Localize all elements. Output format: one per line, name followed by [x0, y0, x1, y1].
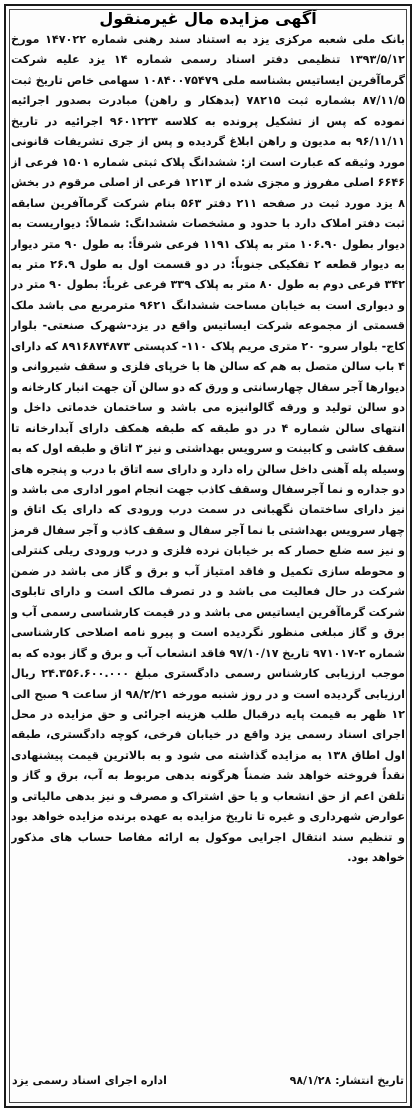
notice-body: بانک ملی شعبه مرکزی یزد به استناد سند رهنی شماره ۱۴۷۰۲۲ مورخ ۱۳۹۳/۵/۱۲ تنظیمی دفتر اسناد رسمی شماره ۱۴ یزد علیه شرکت گرماآفرین ایساتیس بشناسه ملی ۱۰۸۴۰۰۷۵۴۷۹ سهامی خاص تاریخ ثبت ۸۷/۱۱/۵ بشماره ثبت ۷۸۲۱۵ (بدهکار و راهن) مبادرت بصدور اجرائیه نموده که پس از تشکیل پرونده به کلاسه ۹۶۰۱۲۲۳ اجرائیه در تاریخ ۹۶/۱۱/۱۱ به مدیون و راهن ابلاغ گردیده و پس از جری تشریفات قانونی مورد وثیقه که عبارت است از: ششدانگ پلاک ثبتی شماره ۱۵۰۱ فرعی از ۶۶۴۶ اصلی مفروز و مجزی شده از ۱۲۱۳ فرعی از اصلی مرقوم در بخش ۸ یزد مورد ثبت در صفحه ۲۱۱ دفتر ۵۶۳ بنام شرکت گرماآفرین سابقه ثبت دفتر املاک دارد با حدود و مشخصات ششدانگ: شمالاً: دیواریست به دیوار بطول ۱۰۶.۹۰ متر به پلاک ۱۱۹۱ فرعی شرقاً: به طول ۹۰ متر دیوار به دیوار قطعه ۲ تفکیکی جنوباً: در دو قسمت اول به طول ۲۶.۹ متر به ۳۴۲ فرعی دوم به طول ۸۰ متر به پلاک ۳۳۹ فرعی غرباً: بطول ۹۰ متر در و دیواری است به خیابان مساحت ششدانگ ۹۶۲۱ مترمربع می باشد ملک قسمتی از مجموعه شرکت ایساتیس واقع در یزد-شهرک صنعتی- بلوار کاج- بلوار سرو- ۲۰ متری مریم پلاک ۱۱۰- کدپستی ۸۹۱۶۸۷۴۸۷۳ که دارای ۴ باب سالن متصل به هم که سالن ها با خرپای فلزی و سقف شیروانی و دیوارها آجر سفال چهارسانتی و ورق که دو سالن آن جهت انبار کارخانه و دو سالن تولید و ورقه گالوانیزه می باشد و ساختمان خدماتی داخل و انتهای سالن شماره ۴ در دو طبقه که طبقه همکف دارای آبدارخانه تا سقف کاشی و کابینت و سرویس بهداشتی و نیز ۳ اتاق و طبقه اول که به وسیله پله آهنی داخل سالن راه دارد و دارای سه اتاق با درب و پنجره های دو جداره و نما آجرسفال وسقف کاذب جهت انجام امور اداری می باشد و نیز دارای ساختمان نگهبانی در سمت درب ورودی که دارای یک اتاق و چهار سرویس بهداشتی با نما آجر سفال و سقف کاذب و آجر سفال قرمز و نیز سه ضلع حصار که بر خیابان نرده فلزی و درب ورودی ریلی کنترلی و محوطه سازی تکمیل و فاقد امتیاز آب و برق و گاز می باشد در ضمن شرکت در حال فعالیت می باشد و در تصرف مالک است و دارای تابلوی شرکت گرماآفرین ایساتیس می باشد و در قیمت کارشناسی رسمی آب و برق و گاز مبلغی منظور نگردیده است و پیرو نامه اصلاحی کارشناسی شماره ۲-۹۷۱۰۱۷ تاریخ ۹۷/۱۰/۱۷ فاقد انشعاب آب و برق و گاز بوده که به موجب ارزیابی کارشناس رسمی دادگستری مبلغ ۲۴.۳۵۶.۶۰۰.۰۰۰ ریال ارزیابی گردیده است و در روز شنبه مورخه ۹۸/۲/۲۱ از ساعت ۹ صبح الی ۱۲ ظهر به قیمت پایه درقبال طلب هزینه اجرائی و حق مزایده در محل اجرای اسناد رسمی یزد واقع در خیابان فرخی، کوچه دادگستری، طبقه اول اطاق ۱۳۸ به مزایده گذاشته می شود و به بالاترین قیمت پیشنهادی نقداً فروخته خواهد شد ضمناً هرگونه بدهی مربوط به آب، برق و گاز و تلفن اعم از حق انشعاب و یا حق اشتراک و مصرف و نیز بدهی مالیاتی و عوارض شهرداری و غیره تا تاریخ مزایده به عهده برنده مزایده خواهد بود و تنظیم سند انتقال اجرایی موکول به ارائه مفاصا حساب های مذکور خواهد بود. [11, 33, 405, 865]
issuing-office: اداره اجرای اسناد رسمی یزد [12, 1074, 167, 1087]
notice-inner-border [9, 9, 407, 1103]
notice-frame [4, 4, 412, 1108]
publish-date: تاریخ انتشار: ۹۸/۱/۲۸ [289, 1074, 404, 1087]
notice-title: آگهی مزایده مال غیرمنقول [99, 9, 317, 28]
notice-footer [12, 1072, 404, 1090]
